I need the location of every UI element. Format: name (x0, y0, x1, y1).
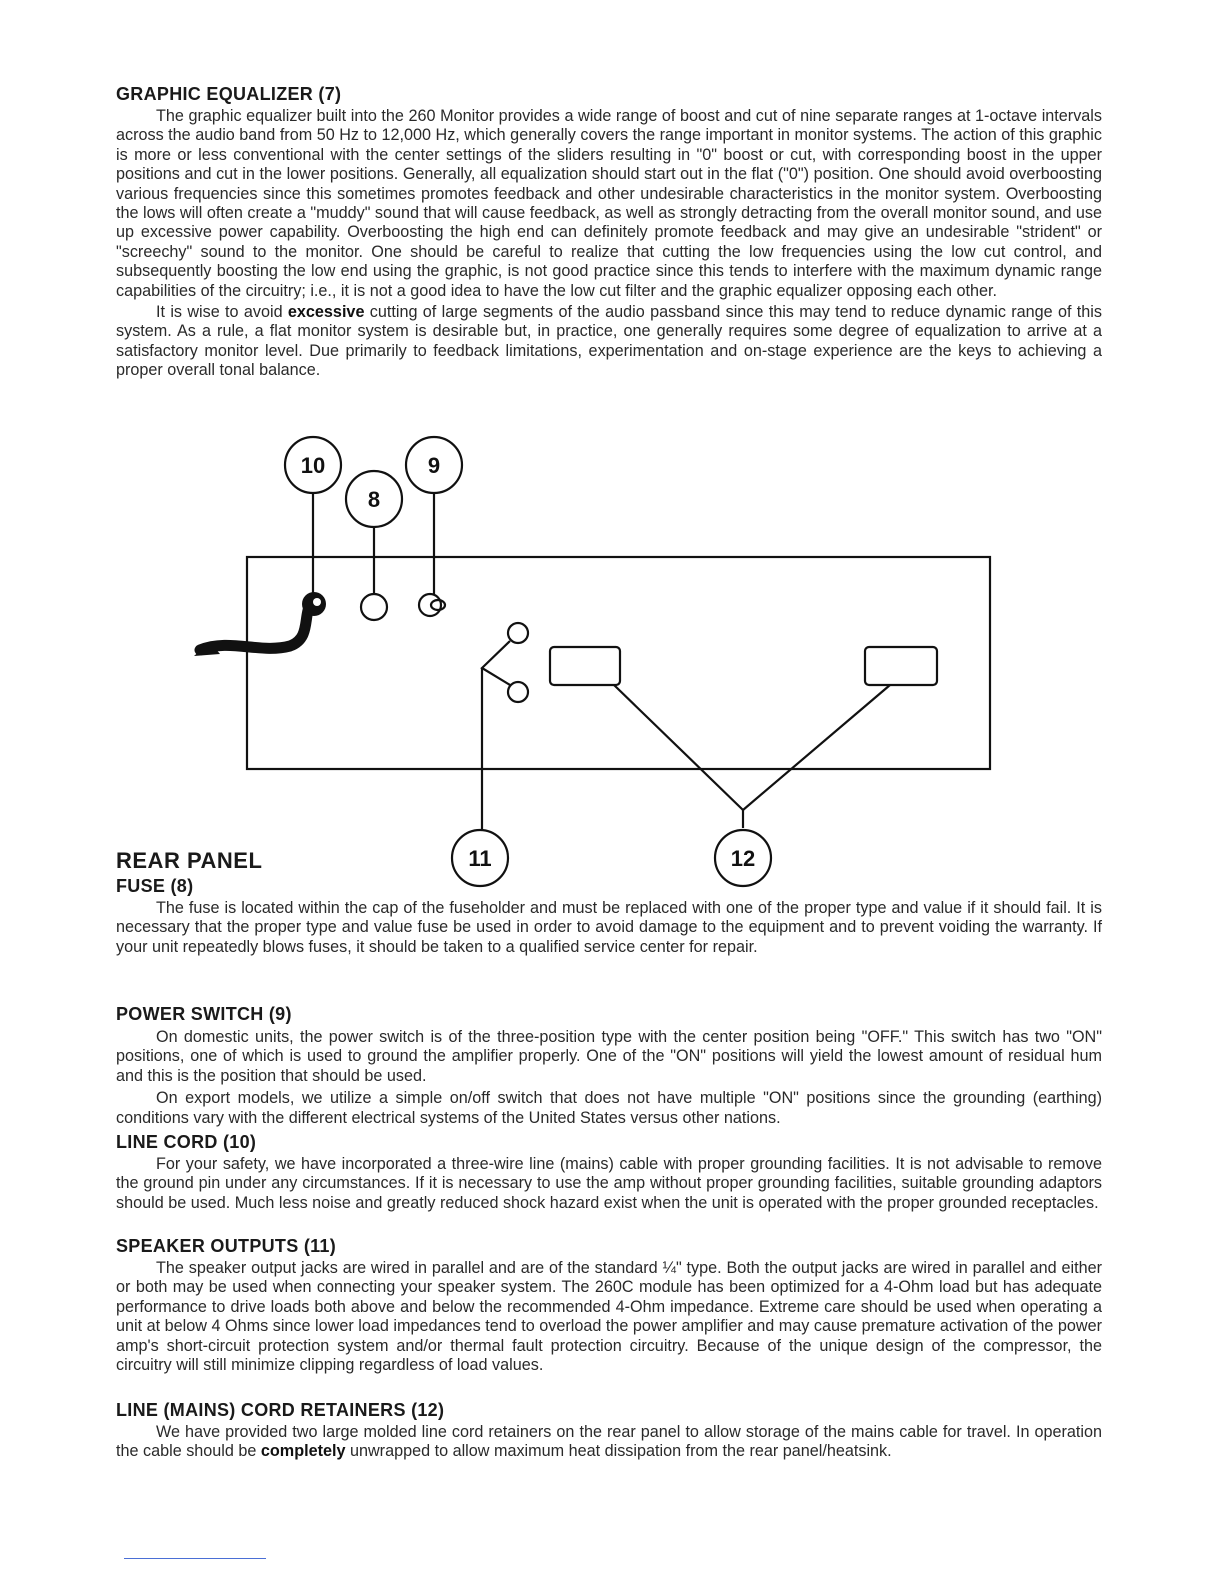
callout-label-9: 9 (427, 453, 441, 478)
callout-label-12: 12 (730, 846, 756, 871)
fuse-holder (361, 594, 387, 620)
footer-rule (124, 1558, 266, 1559)
fuse-paragraph: The fuse is located within the cap of the fuseholder and must be replaced with one of the proper type and value if it should fail. It is necessary that the proper type and value fuse be used in order to avoid damage to the equipment and to prevent voiding the warranty. If your unit repeatedly blows fuses, it should be taken to a qualified service center for repair. (116, 899, 1102, 956)
cord-retainers-paragraph (116, 1423, 1102, 1462)
graphic-eq-heading: GRAPHIC EQUALIZER (7) (116, 84, 342, 104)
graphic-eq-paragraph-2 (116, 303, 1102, 381)
cord-retainers-text-b: unwrapped to allow maximum heat dissipation from the rear panel/heatsink. (345, 1442, 892, 1461)
cord-retainers-section (116, 1400, 1102, 1462)
line-cord-section (116, 1132, 1102, 1213)
graphic-eq-p2-emphasis: excessive (287, 303, 365, 322)
cord-retainers-text-a: We have provided two large molded line cord retainers on the rear panel to allow storage of the mains cable for travel. In operation the cable should be (116, 1423, 1102, 1461)
graphic-eq-p2-text-b: cutting of large segments of the audio passband since this may tend to reduce dynamic range of this system. As a rule, a flat monitor system is desirable but, in practice, one generally requires some degree of equalization to arrive at a satisfactory monitor level. Due primarily to feedback limitations, experimentation and on-stage experience are the keys to achieving a proper overall tonal balance. (116, 303, 1102, 380)
speaker-outputs-section (116, 1236, 1102, 1375)
speaker-jack-upper (508, 623, 528, 643)
leader-line-12-left (614, 685, 743, 810)
rear-panel-heading: REAR PANEL (116, 848, 263, 873)
rear-panel-diagram (190, 432, 1000, 894)
speaker-jack-lower (508, 682, 528, 702)
cord-retainer-right (865, 647, 937, 685)
leader-line-12-right (743, 685, 890, 810)
power-switch-paragraph-2: On export models, we utilize a simple on/off switch that does not have multiple "ON" positions since the grounding (earthing) conditions vary with the different electrical systems of the United States versus other nations. (116, 1089, 1102, 1127)
graphic-eq-section (116, 84, 1102, 381)
graphic-eq-p2-text-a: It is wise to avoid (156, 303, 288, 322)
power-switch-paragraph-1: On domestic units, the power switch is of the three-position type with the center position being "OFF." This switch has two "ON" positions, one of which is used to ground the amplifier properly. One of the "ON" positions will yield the lowest amount of residual hum and this is the position that should be used. (116, 1028, 1102, 1085)
cord-retainers-heading: LINE (MAINS) CORD RETAINERS (12) (116, 1400, 445, 1420)
cord-retainer-left (550, 647, 620, 685)
power-switch-heading: POWER SWITCH (9) (116, 1004, 292, 1024)
cord-retainers-emphasis: completely (260, 1442, 346, 1461)
callout-label-11: 11 (468, 846, 492, 871)
power-switch-toggle (431, 600, 445, 610)
fuse-section (116, 876, 1102, 957)
power-switch-section (116, 1004, 1102, 1128)
callout-label-10: 10 (300, 453, 326, 478)
speaker-jack-wiring (482, 641, 510, 685)
fuse-heading: FUSE (8) (116, 876, 194, 896)
line-cord (194, 592, 326, 656)
rear-panel-heading-wrap (116, 848, 416, 874)
line-cord-paragraph: For your safety, we have incorporated a three-wire line (mains) cable with proper grounding facilities. It is not advisable to remove the ground pin under any circumstances. If it is necessary to use the amp without proper grounding facilities, suitable grounding adaptors should be used. Much less noise and greatly reduced shock hazard exist when the unit is operated with the proper grounded receptacles. (116, 1155, 1102, 1212)
line-cord-heading: LINE CORD (10) (116, 1132, 257, 1152)
panel-outline (247, 557, 990, 769)
speaker-outputs-heading: SPEAKER OUTPUTS (11) (116, 1236, 337, 1256)
callout-label-8: 8 (367, 487, 381, 512)
speaker-outputs-paragraph: The speaker output jacks are wired in parallel and are of the standard ¼" type. Both the output jacks are wired in parallel and either or both may be used when connecting your speaker system. The 260C module has been optimized for a 4-Ohm load but has adequate performance to drive loads both above and below the recommended 4-Ohm impedance. Extreme care should be used when operating a unit at below 4 Ohms since lower load impedances tend to overload the power amplifier and may cause premature activation of the power amp's short-circuit protection system and/or thermal fault protection circuitry. Because of the unique design of the compressor, the circuitry will still minimize clipping regardless of load values. (116, 1259, 1102, 1375)
graphic-eq-paragraph-1: The graphic equalizer built into the 260 Monitor provides a wide range of boost and cut of nine separate ranges at 1-octave intervals across the audio band from 50 Hz to 12,000 Hz, which generally covers the range important in monitor systems. The action of this graphic is more or less conventional with the center settings of the sliders resulting in "0" boost or cut, with corresponding boost in the upper positions and cut in the lower positions. Generally, all equalization should start out in the flat ("0") position. One should avoid overboosting various frequencies since this sometimes promotes feedback and other undesirable characteristics in the monitor system. Overboosting the lows will often create a "muddy" sound that will cause feedback, as well as strongly detracting from the overall monitor sound, and use up excessive power capability. Overboosting the high end can definitely promote feedback and may give an undesirable "strident" or "screechy" sound to the monitor. One should be careful to realize that cutting the low frequencies using the low cut control, and subsequently boosting the low end using the graphic, is not good practice since this tends to interfere with the maximum dynamic range capabilities of the circuitry; i.e., it is not a good idea to have the low cut filter and the graphic equalizer opposing each other. (116, 107, 1102, 300)
rear-panel-svg (190, 432, 1000, 894)
